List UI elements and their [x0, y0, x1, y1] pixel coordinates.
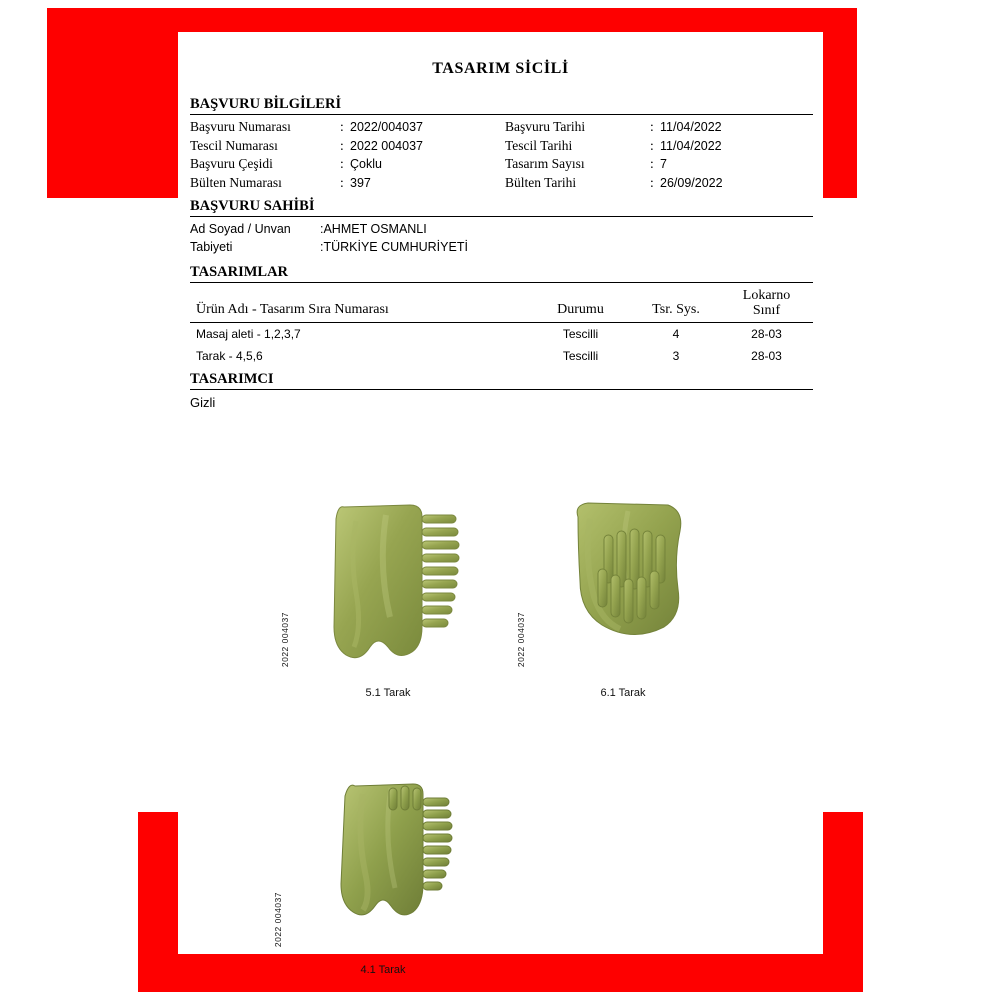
divider: [190, 114, 813, 115]
divider: [190, 389, 813, 390]
figure-caption: 5.1 Tarak: [365, 687, 411, 699]
field-colon: :: [340, 137, 344, 153]
field-colon: :: [340, 174, 344, 190]
field-colon: :: [650, 119, 654, 134]
field-label: Tescil Tarihi: [505, 137, 573, 153]
page-title: TASARIM SİCİLİ: [432, 60, 569, 77]
field-value: 26/09/2022: [660, 175, 723, 190]
applicant-grid: [190, 220, 813, 256]
field-value: 2022/004037: [350, 120, 423, 134]
field-value: 11/04/2022: [660, 138, 722, 153]
divider: [190, 282, 813, 283]
cell-locarno: 28-03: [751, 349, 782, 363]
field-label: Başvuru Çeşidi: [190, 156, 273, 171]
comb-design-image-3: [333, 772, 453, 927]
column-header-locarno-line1: Lokarno: [742, 288, 791, 303]
cell-status: Tescilli: [562, 349, 599, 363]
field-label: Tescil Numarası: [190, 137, 278, 153]
section-heading-designs: TASARIMLAR: [190, 264, 289, 280]
field-value: 2022 004037: [350, 138, 423, 153]
applicant-name-value: :AHMET OSMANLI: [320, 222, 427, 236]
section-heading-applicant: BAŞVURU SAHİBİ: [190, 198, 315, 214]
column-header-count: Tsr. Sys.: [632, 287, 720, 323]
field-colon: :: [340, 119, 344, 134]
cell-count: 4: [672, 327, 680, 341]
field-label: Başvuru Numarası: [190, 119, 291, 134]
designer-value: Gizli: [190, 395, 216, 410]
field-value: 7: [660, 157, 667, 171]
cell-locarno: 28-03: [751, 327, 782, 341]
figure-3: [263, 742, 493, 992]
table-header-row: [190, 287, 813, 323]
field-colon: :: [650, 137, 654, 153]
figure-caption: 4.1 Tarak: [360, 964, 406, 976]
figure-side-label: 2022 004037: [280, 612, 290, 668]
applicant-nationality-label: Tabiyeti: [190, 240, 233, 254]
field-value: 397: [350, 175, 371, 190]
designs-table: [190, 287, 813, 367]
divider: [190, 216, 813, 217]
field-value: 11/04/2022: [660, 120, 722, 134]
column-header-status: Durumu: [529, 287, 632, 323]
cell-status: Tescilli: [562, 327, 599, 341]
column-header-product: Ürün Adı - Tasarım Sıra Numarası: [190, 287, 529, 323]
column-header-locarno: [720, 287, 813, 323]
table-row: [190, 345, 813, 367]
cell-count: 3: [672, 349, 680, 363]
field-colon: :: [650, 156, 654, 171]
column-header-locarno-line2: Sınıf: [752, 303, 781, 318]
cell-product: Tarak - 4,5,6: [196, 349, 263, 363]
figure-caption: 6.1 Tarak: [600, 687, 646, 699]
document-sheet: [178, 32, 823, 976]
section-heading-designer: TASARIMCI: [190, 371, 274, 387]
field-label: Tasarım Sayısı: [505, 156, 585, 171]
figure-side-label: 2022 004037: [516, 612, 526, 668]
applicant-name-label: Ad Soyad / Unvan: [190, 222, 291, 236]
field-value: Çoklu: [350, 157, 382, 171]
section-heading-application-info: BAŞVURU BİLGİLERİ: [190, 96, 342, 112]
figure-2: [508, 462, 738, 712]
field-label: Başvuru Tarihi: [505, 119, 586, 134]
comb-design-image-1: [326, 497, 466, 667]
figure-side-label: 2022 004037: [273, 892, 283, 948]
field-label: Bülten Tarihi: [505, 174, 577, 190]
field-label: Bülten Numarası: [190, 174, 282, 190]
table-row: [190, 323, 813, 346]
applicant-nationality-value: :TÜRKİYE CUMHURİYETİ: [320, 240, 468, 254]
figure-1: [278, 462, 498, 712]
comb-design-image-2: [568, 497, 698, 647]
cell-product: Masaj aleti - 1,2,3,7: [196, 327, 301, 341]
design-figures: [178, 462, 823, 976]
application-info-grid: [190, 118, 813, 192]
field-colon: :: [340, 156, 344, 171]
field-colon: :: [650, 174, 654, 190]
